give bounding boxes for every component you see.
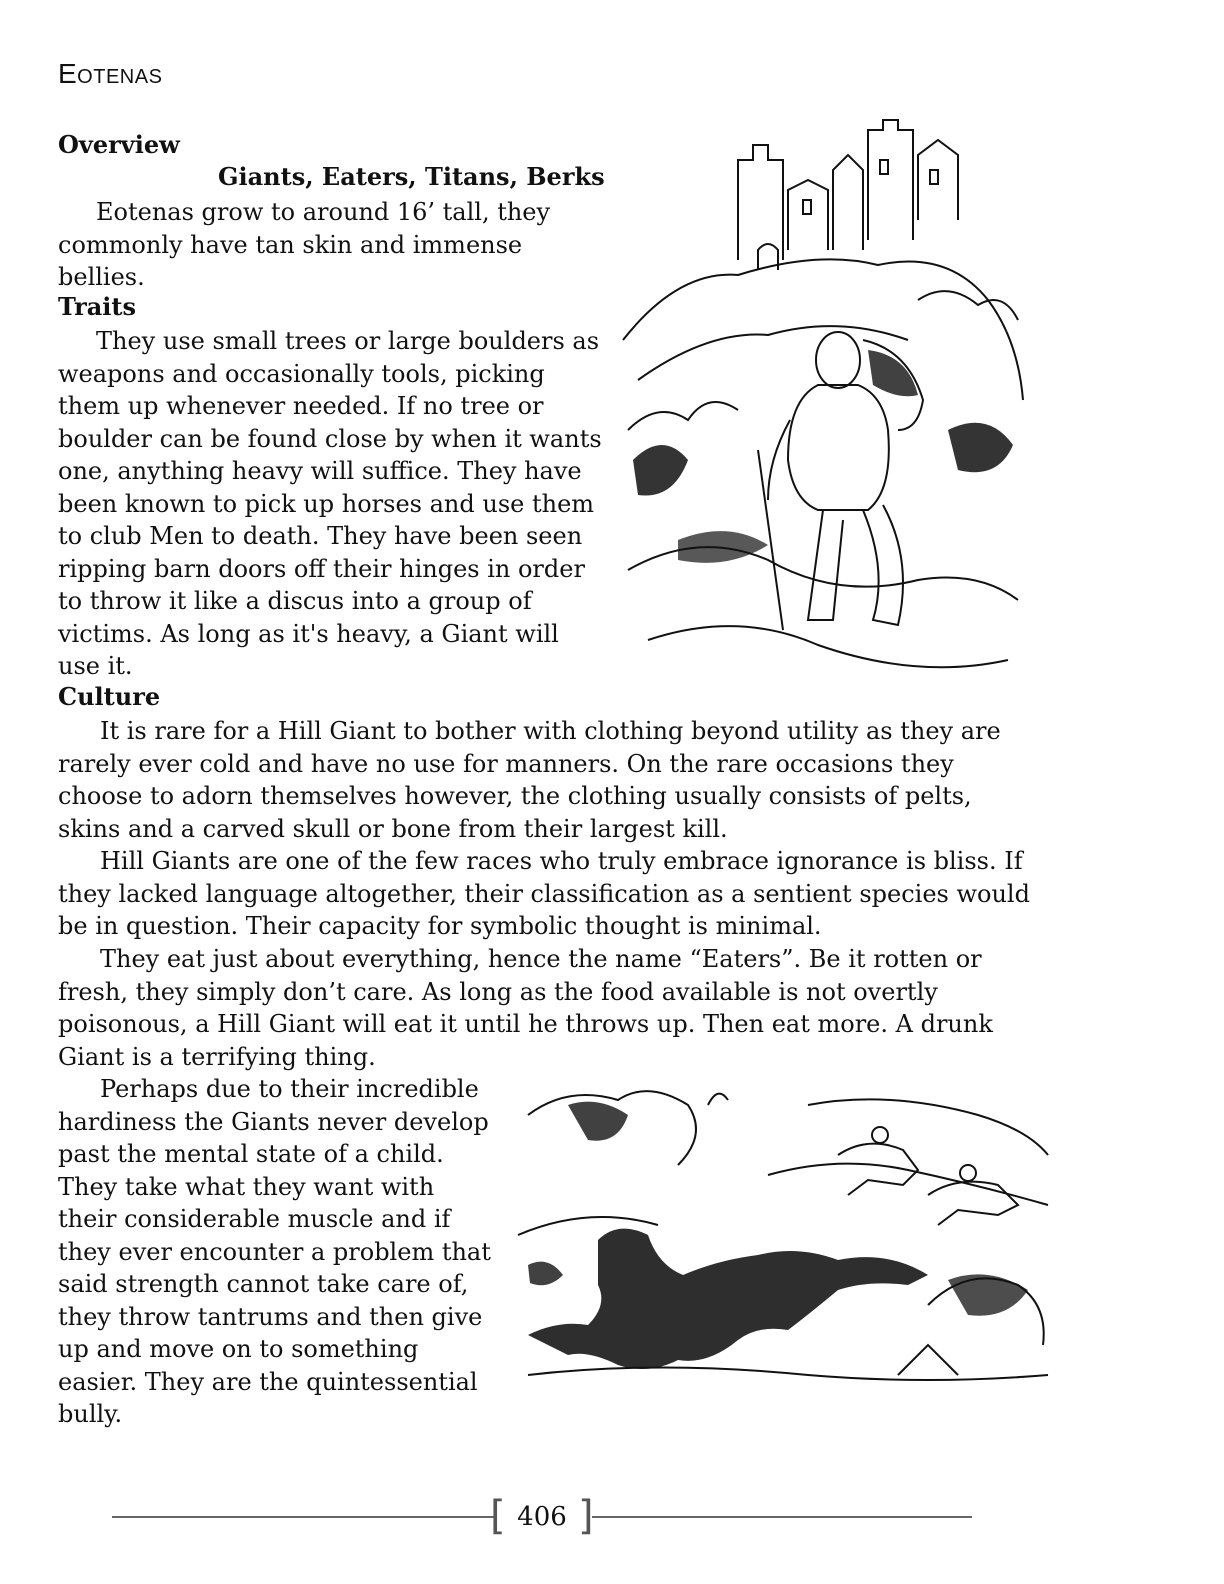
page-number: 406	[517, 1502, 567, 1532]
riders-shadow-illustration	[508, 1075, 1053, 1395]
overview-subtitle: Giants, Eaters, Titans, Berks	[218, 162, 605, 191]
culture-paragraph-3: They eat just about everything, hence the name “Eaters”. Be it rotten or fresh, they simply don’t care. As long as the food available is not overtly poisonous, a Hill Giant will eat it until he throws up. Then eat more. A drunk Giant is a terrifying thing.	[58, 945, 993, 1071]
traits-heading: Traits	[58, 292, 137, 321]
page-number-right-bracket: ]	[578, 1493, 594, 1539]
culture-paragraph-1: It is rare for a Hill Giant to bother with clothing beyond utility as they are rarely ever cold and have no use for manners. On the rare occasions they choose to adorn themselves however, the clothing usually consists of pelts, skins and a carved skull or bone from their largest kill.	[58, 717, 1001, 843]
traits-text: They use small trees or large boulders as weapons and occasionally tools, picking them up whenever needed. If no tree or boulder can be found close by when it wants one, anything heavy will suffice. They have been known to pick up horses and use them to club Men to death. They have been seen ripping barn doors off their hinges in order to throw it like a discus into a group of victims. As long as it's heavy, a Giant will use it.	[58, 327, 602, 680]
footer-rule-right	[592, 1516, 972, 1518]
giant-castle-illustration	[618, 100, 1030, 690]
culture-paragraph-2: Hill Giants are one of the few races who truly embrace ignorance is bliss. If they lacked language altogether, their classification as a sentient species would be in question. Their capacity for symbolic thought is minimal.	[58, 847, 1030, 940]
culture-heading: Culture	[58, 682, 161, 711]
overview-heading: Overview	[58, 130, 180, 159]
overview-text: Eotenas grow to around 16’ tall, they commonly have tan skin and immense bellies.	[58, 198, 551, 291]
page-title: Eotenas	[58, 58, 163, 89]
footer-rule-left	[112, 1516, 496, 1518]
page-number-left-bracket: [	[490, 1493, 506, 1539]
culture-paragraph-4: Perhaps due to their incredible hardiness the Giants never develop past the mental state of a child. They take what they want with their considerable muscle and if they ever encounter a problem that said strength cannot take care of, they throw tantrums and then give up and move on to something easier. They are the quintessential bully.	[58, 1075, 491, 1428]
